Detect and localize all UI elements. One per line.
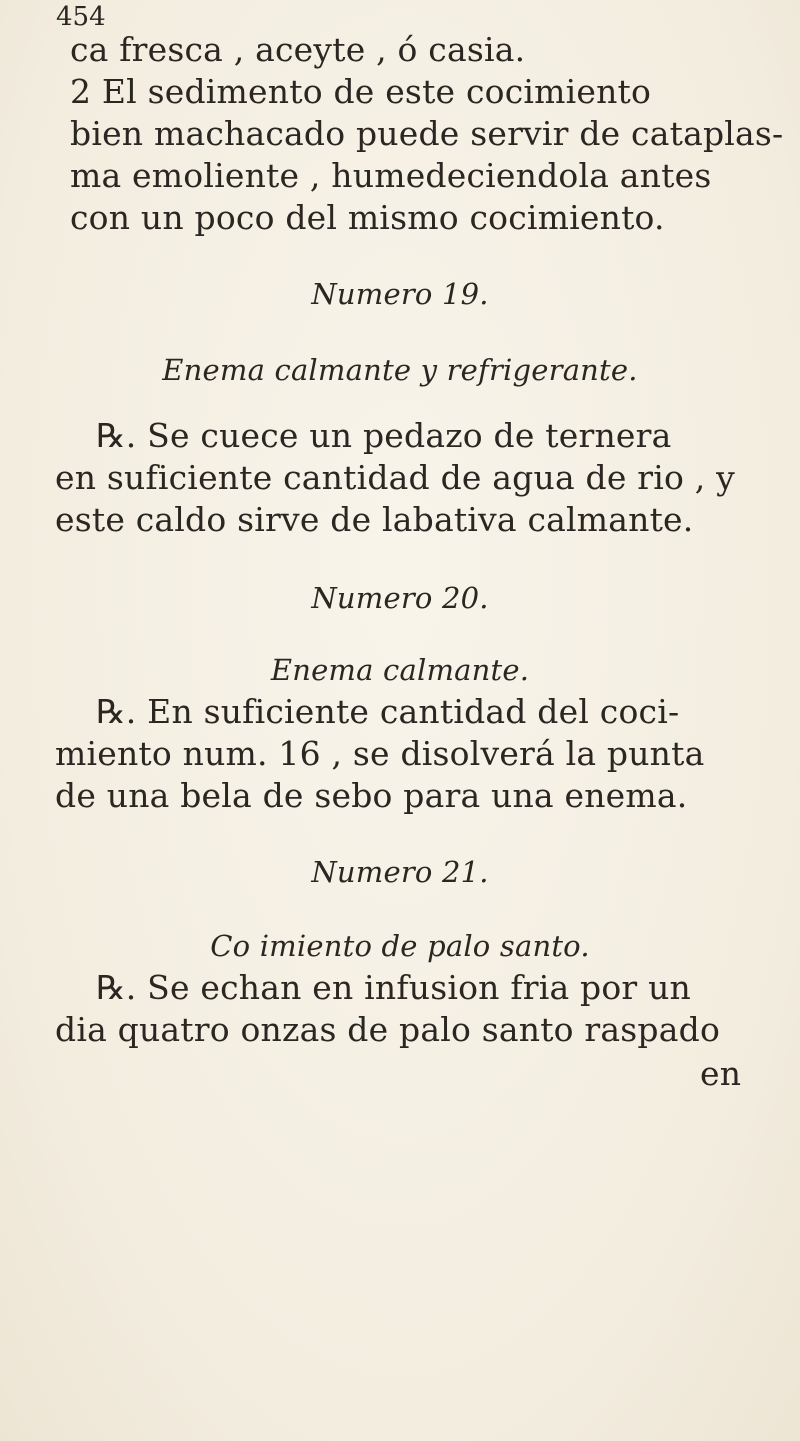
text-line: este caldo sirve de labativa calmante. <box>55 500 694 539</box>
text-line: ma emoliente , humedeciendola antes <box>70 156 712 195</box>
text-line: 2 El sedimento de este cocimiento <box>70 72 652 111</box>
text-line: de una bela de sebo para una enema. <box>55 776 688 815</box>
text-line: ca fresca , aceyte , ó casia. <box>70 30 526 69</box>
section-heading-19: Numero 19. <box>311 277 489 311</box>
section-title-21: Co imiento de palo santo. <box>210 929 590 963</box>
catchword: en <box>700 1054 742 1093</box>
page-number: 454 <box>56 2 106 32</box>
text-line: en suficiente cantidad de agua de rio , y <box>55 458 735 497</box>
section-title-19: Enema calmante y refrigerante. <box>162 353 638 387</box>
section-title-20: Enema calmante. <box>270 653 530 687</box>
text-line: bien machacado puede servir de cataplas- <box>70 114 784 153</box>
text-line: ℞. En suficiente cantidad del coci- <box>96 692 680 731</box>
section-heading-21: Numero 21. <box>311 855 489 889</box>
text-line: miento num. 16 , se disolverá la punta <box>55 734 705 773</box>
text-line: con un poco del mismo cocimiento. <box>70 198 665 237</box>
text-line: dia quatro onzas de palo santo raspado <box>55 1010 721 1049</box>
text-line: ℞. Se cuece un pedazo de ternera <box>96 416 672 455</box>
section-heading-20: Numero 20. <box>311 581 489 615</box>
text-line: ℞. Se echan en infusion fria por un <box>96 968 691 1007</box>
